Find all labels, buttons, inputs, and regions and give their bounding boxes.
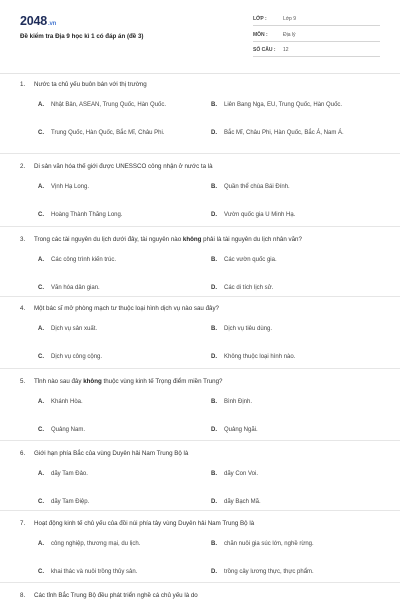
meta-key: SỐ CÂU : bbox=[253, 47, 276, 53]
option-label: C. bbox=[38, 212, 44, 218]
option-label: C. bbox=[38, 354, 44, 360]
option-text: Không thuộc loại hình nào. bbox=[224, 354, 296, 360]
option-label: B. bbox=[211, 257, 217, 263]
option-label: C. bbox=[38, 569, 44, 575]
option-label: A. bbox=[38, 257, 44, 263]
option-text: Dịch vụ sản xuất. bbox=[51, 326, 98, 332]
option-text: công nghiệp, thương mại, du lịch. bbox=[51, 541, 141, 547]
option-label: C. bbox=[38, 499, 44, 505]
option-label: B. bbox=[211, 102, 217, 108]
question-number: 3. bbox=[20, 236, 26, 243]
meta-subject bbox=[253, 29, 380, 42]
question-text bbox=[20, 520, 254, 527]
option-label: D. bbox=[211, 569, 217, 575]
question-number: 2. bbox=[20, 163, 26, 170]
option-label: B. bbox=[211, 184, 217, 190]
option-text: dãy Bạch Mã. bbox=[224, 499, 261, 505]
question-divider bbox=[0, 582, 400, 583]
question-divider bbox=[0, 440, 400, 441]
question-number: 5. bbox=[20, 378, 26, 385]
question-stem: Hoạt động kinh tế chủ yếu của đồi núi phía tây vùng Duyên hải Nam Trung Bộ là bbox=[34, 520, 255, 527]
question-stem: Một bác sĩ mở phòng mạch tư thuộc loại hình dịch vụ nào sau đây? bbox=[34, 305, 219, 312]
question-text bbox=[20, 450, 188, 457]
option-label: C. bbox=[38, 427, 44, 433]
option-label: A. bbox=[38, 541, 44, 547]
question-number: 7. bbox=[20, 520, 26, 527]
option-text: Nhật Bản, ASEAN, Trung Quốc, Hàn Quốc. bbox=[51, 102, 167, 108]
option-text: Các di tích lịch sử. bbox=[224, 285, 274, 291]
option-label: A. bbox=[38, 326, 44, 332]
option-text: Văn hóa dân gian. bbox=[51, 285, 100, 291]
option-text: Quảng Nam. bbox=[51, 427, 86, 433]
option-text: Các công trình kiến trúc. bbox=[51, 257, 117, 263]
option-text: Trung Quốc, Hàn Quốc, Bắc Mĩ, Châu Phi. bbox=[51, 130, 165, 136]
question-text bbox=[20, 163, 213, 170]
logo-suffix: .vn bbox=[48, 21, 57, 27]
option-text: Hoàng Thành Thăng Long. bbox=[51, 212, 123, 218]
question-stem-end: thuộc vùng kinh tế Trọng điểm miền Trung? bbox=[101, 378, 223, 385]
site-logo[interactable] bbox=[20, 14, 56, 28]
option-text: Quảng Ngãi. bbox=[224, 427, 258, 433]
option-text: Quần thể chùa Bái Đính. bbox=[224, 184, 290, 190]
question-stem: Nước ta chủ yếu buôn bán với thị trường bbox=[34, 81, 147, 88]
document-header bbox=[0, 0, 400, 62]
question-divider bbox=[0, 296, 400, 297]
header-divider bbox=[0, 73, 400, 74]
meta-class bbox=[253, 13, 380, 26]
option-text: Khánh Hòa. bbox=[51, 399, 83, 405]
question-text bbox=[20, 305, 219, 312]
option-text: Vườn quốc gia U Minh Hạ. bbox=[224, 212, 296, 218]
question-emphasis: không bbox=[83, 378, 102, 385]
option-text: khai thác và nuôi trồng thủy sản. bbox=[51, 569, 138, 575]
question-divider bbox=[0, 510, 400, 511]
meta-question-count bbox=[253, 44, 380, 57]
meta-key: LỚP : bbox=[253, 16, 267, 22]
option-label: D. bbox=[211, 212, 217, 218]
option-label: B. bbox=[211, 471, 217, 477]
question-divider bbox=[0, 226, 400, 227]
question-number: 8. bbox=[20, 592, 26, 599]
question-divider bbox=[0, 368, 400, 369]
question-emphasis: không bbox=[182, 236, 202, 243]
option-label: A. bbox=[38, 184, 44, 190]
option-label: C. bbox=[38, 130, 44, 136]
option-label: D. bbox=[211, 285, 217, 291]
option-label: B. bbox=[211, 399, 217, 405]
option-text: chăn nuôi gia súc lớn, nghề rừng. bbox=[224, 541, 314, 547]
option-text: Bình Định. bbox=[224, 399, 253, 405]
option-text: Vịnh Hạ Long. bbox=[51, 184, 90, 190]
question-stem: Trong các tài nguyên du lịch dưới đây, tài nguyên nào bbox=[34, 236, 183, 243]
option-label: A. bbox=[38, 471, 44, 477]
option-label: C. bbox=[38, 285, 44, 291]
option-text: dãy Tam Điệp. bbox=[51, 499, 90, 505]
meta-key: MÔN : bbox=[253, 32, 268, 38]
question-text bbox=[20, 81, 147, 88]
option-text: Các vườn quốc gia. bbox=[224, 257, 277, 263]
question-text bbox=[20, 236, 302, 243]
question-stem: Tỉnh nào sau đây bbox=[34, 378, 84, 385]
option-text: dãy Con Voi. bbox=[224, 471, 259, 477]
option-label: D. bbox=[211, 130, 217, 136]
option-label: A. bbox=[38, 102, 44, 108]
question-text bbox=[20, 378, 223, 385]
meta-value: 12 bbox=[283, 47, 289, 53]
question-divider bbox=[0, 153, 400, 154]
option-label: D. bbox=[211, 354, 217, 360]
option-label: D. bbox=[211, 499, 217, 505]
logo-text: 2048 bbox=[20, 14, 48, 28]
document-title: Đề kiểm tra Địa 9 học kì 1 có đáp án (đề 3) bbox=[20, 33, 144, 40]
option-label: D. bbox=[211, 427, 217, 433]
question-stem: Giới hạn phía Bắc của vùng Duyên hải Nam Trung Bộ là bbox=[34, 450, 189, 457]
option-label: A. bbox=[38, 399, 44, 405]
question-stem-end: phải là tài nguyên du lịch nhân văn? bbox=[201, 236, 302, 243]
option-text: Dịch vụ công cộng. bbox=[51, 354, 103, 360]
option-text: Dịch vụ tiêu dùng. bbox=[224, 326, 273, 332]
question-text bbox=[20, 592, 198, 599]
option-label: B. bbox=[211, 326, 217, 332]
meta-value: Lớp 9 bbox=[283, 16, 297, 22]
meta-value: Địa lý bbox=[283, 32, 296, 38]
option-label: B. bbox=[211, 541, 217, 547]
option-text: Liên Bang Nga, EU, Trung Quốc, Hàn Quốc. bbox=[224, 102, 343, 108]
question-number: 1. bbox=[20, 81, 26, 88]
question-stem: Di sản văn hóa thế giới được UNESSCO công nhận ở nước ta là bbox=[34, 163, 213, 170]
option-text: dãy Tam Đảo. bbox=[51, 471, 88, 477]
question-stem: Các tỉnh Bắc Trung Bộ đều phát triển nghề cá chủ yếu là do bbox=[34, 592, 198, 599]
option-text: Bắc Mĩ, Châu Phi, Hàn Quốc, Bắc Á, Nam Á. bbox=[224, 130, 344, 136]
option-text: trồng cây lương thực, thực phẩm. bbox=[224, 569, 314, 575]
question-number: 4. bbox=[20, 305, 26, 312]
question-number: 6. bbox=[20, 450, 26, 457]
